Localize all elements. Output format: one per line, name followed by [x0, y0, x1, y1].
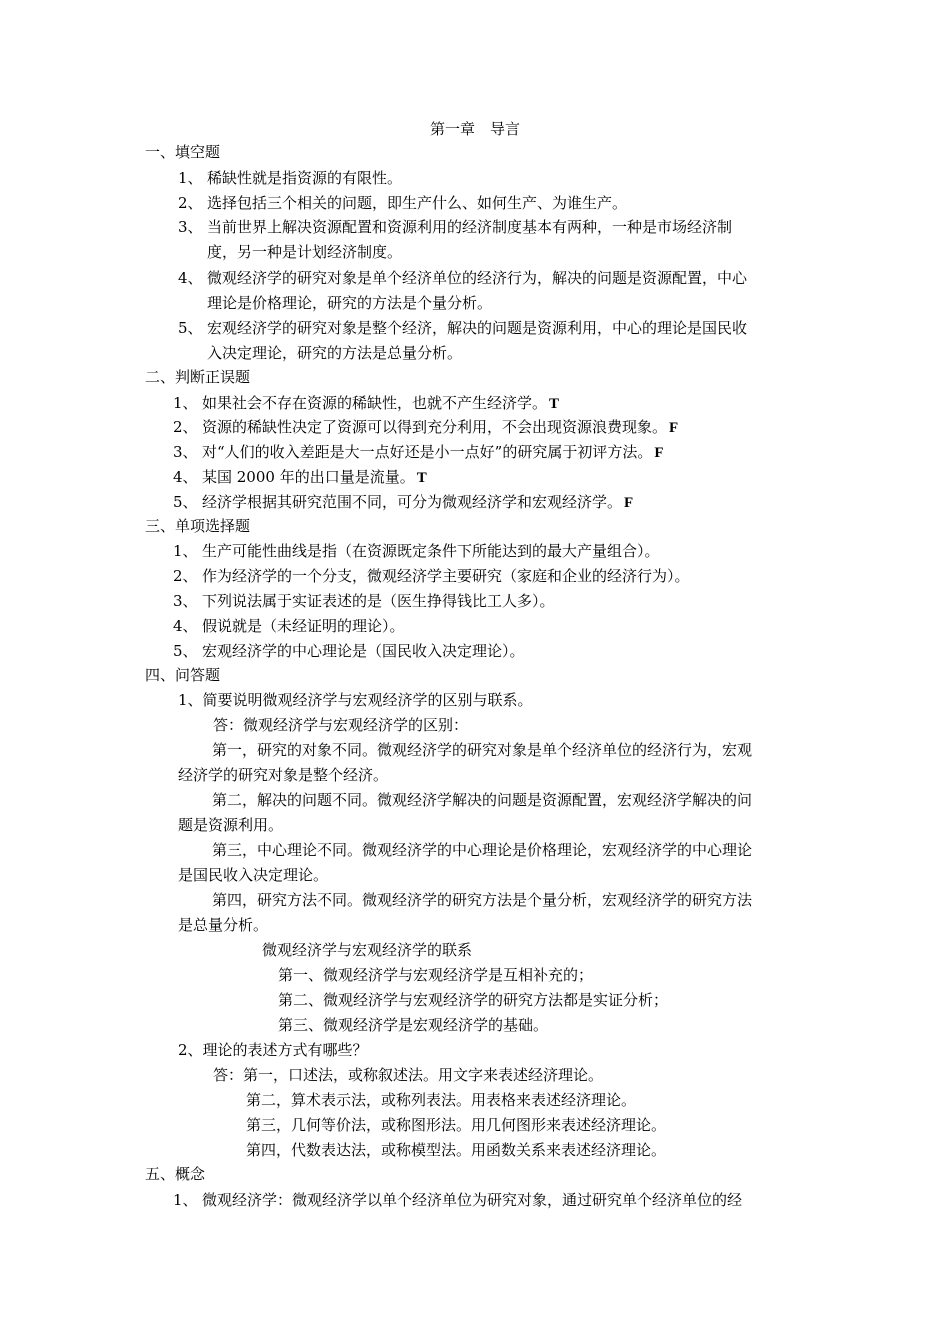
item-number: 4、	[178, 269, 203, 287]
item-text: 某国 2000 年的出口量是流量。	[202, 468, 415, 486]
item-number: 1、	[173, 542, 198, 560]
item-number: 1、	[173, 1191, 198, 1209]
item-number: 5、	[178, 319, 203, 337]
item-number: 2、	[173, 567, 198, 585]
item-text-continued: 理论是价格理论，研究的方法是个量分析。	[207, 294, 493, 312]
link-point: 第三、微观经济学是宏观经济学的基础。	[278, 1016, 549, 1034]
section-heading-concepts: 五、概念	[145, 1165, 206, 1183]
answer-paragraph-continued: 经济学的研究对象是整个经济。	[178, 766, 389, 784]
item-number: 2、	[173, 418, 198, 436]
answer-paragraph: 第四，研究方法不同。微观经济学的研究方法是个量分析，宏观经济学的研究方法	[212, 891, 753, 909]
item-text: 生产可能性曲线是指（在资源既定条件下所能达到的最大产量组合）。	[202, 542, 660, 560]
answer-paragraph: 第三，中心理论不同。微观经济学的中心理论是价格理论，宏观经济学的中心理论	[212, 841, 753, 859]
answer-paragraph-continued: 是总量分析。	[178, 916, 269, 934]
answer-1-intro: 答：微观经济学与宏观经济学的区别：	[213, 716, 469, 734]
answer-2-line: 第二，算术表示法，或称列表法。用表格来表述经济理论。	[246, 1091, 637, 1109]
item-text: 资源的稀缺性决定了资源可以得到充分利用，不会出现资源浪费现象。	[202, 418, 668, 436]
item-text: 如果社会不存在资源的稀缺性，也就不产生经济学。	[202, 394, 548, 412]
answer-paragraph: 第一，研究的对象不同。微观经济学的研究对象是单个经济单位的经济行为，宏观	[212, 741, 753, 759]
item-number: 5、	[173, 493, 198, 511]
section-heading-fill-blank: 一、填空题	[145, 143, 221, 161]
answer-paragraph-continued: 题是资源利用。	[178, 816, 284, 834]
item-text: 稀缺性就是指资源的有限性。	[207, 169, 403, 187]
item-text: 选择包括三个相关的问题，即生产什么、如何生产、为谁生产。	[207, 194, 628, 212]
item-number: 3、	[173, 443, 198, 461]
link-point: 第二、微观经济学与宏观经济学的研究方法都是实证分析；	[278, 991, 669, 1009]
section-heading-questions: 四、问答题	[145, 666, 221, 684]
item-text: 下列说法属于实证表述的是（医生挣得钱比工人多）。	[202, 592, 555, 610]
link-point: 第一、微观经济学与宏观经济学是互相补充的；	[278, 966, 594, 984]
item-text-continued: 入决定理论，研究的方法是总量分析。	[207, 344, 463, 362]
item-text: 假说就是（未经证明的理论）。	[202, 617, 405, 635]
answer-paragraph: 第二，解决的问题不同。微观经济学解决的问题是资源配置，宏观经济学解决的问	[212, 791, 753, 809]
item-text: 当前世界上解决资源配置和资源利用的经济制度基本有两种，一种是市场经济制	[207, 218, 733, 236]
section-heading-multiple-choice: 三、单项选择题	[145, 517, 251, 535]
item-number: 1、	[173, 394, 198, 412]
answer-2-line: 答：第一，口述法，或称叙述法。用文字来表述经济理论。	[213, 1066, 604, 1084]
item-text: 微观经济学的研究对象是单个经济单位的经济行为，解决的问题是资源配置，中心	[207, 269, 748, 287]
item-text: 微观经济学：微观经济学以单个经济单位为研究对象，通过研究单个经济单位的经	[202, 1191, 743, 1209]
item-text: 宏观经济学的研究对象是整个经济，解决的问题是资源利用，中心的理论是国民收	[207, 319, 748, 337]
question-1: 1、简要说明微观经济学与宏观经济学的区别与联系。	[178, 691, 533, 709]
answer-2-line: 第四，代数表达法，或称模型法。用函数关系来表述经济理论。	[246, 1141, 667, 1159]
item-text: 作为经济学的一个分支，微观经济学主要研究（家庭和企业的经济行为）。	[202, 567, 690, 585]
item-number: 2、	[178, 194, 203, 212]
item-number: 4、	[173, 468, 198, 486]
link-heading: 微观经济学与宏观经济学的联系	[262, 941, 473, 959]
item-number: 3、	[178, 218, 203, 236]
chapter-title: 第一章 导言	[429, 120, 520, 138]
item-number: 1、	[178, 169, 203, 187]
answer-mark: F	[669, 420, 679, 436]
item-text: 经济学根据其研究范围不同，可分为微观经济学和宏观经济学。	[202, 493, 623, 511]
item-number: 4、	[173, 617, 198, 635]
answer-2-line: 第三，几何等价法，或称图形法。用几何图形来表述经济理论。	[246, 1116, 667, 1134]
item-text: 宏观经济学的中心理论是（国民收入决定理论）。	[202, 642, 525, 660]
question-2: 2、理论的表述方式有哪些？	[178, 1041, 368, 1059]
answer-mark: T	[549, 396, 560, 412]
item-number: 5、	[173, 642, 198, 660]
section-heading-true-false: 二、判断正误题	[145, 368, 251, 386]
answer-mark: F	[624, 495, 634, 511]
answer-mark: F	[654, 445, 664, 461]
answer-mark: T	[416, 470, 427, 486]
item-text: 对“人们的收入差距是大一点好还是小一点好”的研究属于初评方法。	[202, 443, 653, 461]
item-number: 3、	[173, 592, 198, 610]
answer-paragraph-continued: 是国民收入决定理论。	[178, 866, 329, 884]
item-text-continued: 度，另一种是计划经济制度。	[207, 243, 403, 261]
